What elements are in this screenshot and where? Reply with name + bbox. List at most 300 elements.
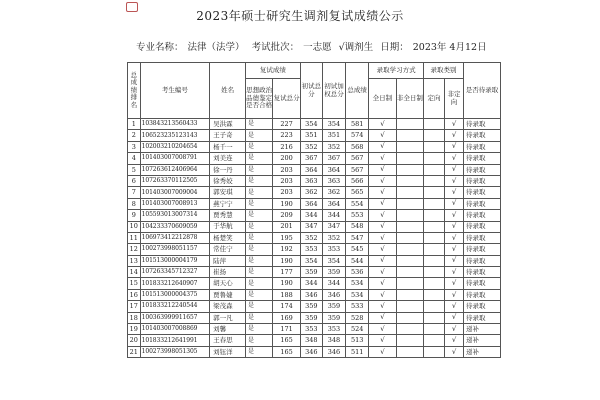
- cell-parttime: [396, 119, 423, 130]
- cell-parttime: [396, 130, 423, 141]
- cell-initial-total: 347: [300, 221, 322, 232]
- cell-retest-total: 169: [273, 312, 300, 323]
- cell-initial-weighted: 354: [322, 119, 345, 130]
- cell-name: 王子奇: [210, 130, 246, 141]
- cell-directed: [424, 289, 445, 300]
- cell-political: 是: [245, 187, 272, 198]
- cell-status: 待录取: [464, 221, 501, 232]
- cell-fulltime: √: [369, 244, 396, 255]
- cell-fulltime: √: [369, 175, 396, 186]
- table-row: [128, 175, 501, 186]
- cell-name: 杨楚笑: [210, 232, 246, 243]
- cell-fulltime: √: [369, 289, 396, 300]
- cell-status: 待录取: [464, 187, 501, 198]
- cell-total: 511: [346, 346, 369, 357]
- table-row: [128, 210, 501, 221]
- cell-fulltime: √: [369, 335, 396, 346]
- cell-nondirected: √: [445, 130, 464, 141]
- cell-status: 递补: [464, 346, 501, 357]
- table-row: [128, 346, 501, 357]
- cell-rank: 20: [128, 335, 141, 346]
- cell-status: 待录取: [464, 312, 501, 323]
- cell-id: 102003210204654: [140, 141, 210, 152]
- cell-political: 是: [245, 312, 272, 323]
- cell-political: 是: [245, 119, 272, 130]
- cell-initial-total: 353: [300, 244, 322, 255]
- cell-total: 547: [346, 232, 369, 243]
- cell-directed: [424, 119, 445, 130]
- cell-fulltime: √: [369, 278, 396, 289]
- table-row: [128, 119, 501, 130]
- cell-directed: [424, 346, 445, 357]
- header-study-group: 录取学习方式: [369, 63, 424, 79]
- cell-political: 是: [245, 289, 272, 300]
- cell-name: 吴洪霖: [210, 119, 246, 130]
- cell-directed: [424, 267, 445, 278]
- cell-total: 534: [346, 289, 369, 300]
- cell-retest-total: 223: [273, 130, 300, 141]
- cell-directed: [424, 335, 445, 346]
- cell-initial-weighted: 362: [322, 187, 345, 198]
- cell-id: 101403007009004: [140, 187, 210, 198]
- cell-initial-weighted: 344: [322, 210, 345, 221]
- cell-initial-total: 364: [300, 198, 322, 209]
- type-label: √调剂生: [338, 42, 374, 53]
- cell-nondirected: √: [445, 210, 464, 221]
- cell-status: 待录取: [464, 210, 501, 221]
- cell-status: 待录取: [464, 119, 501, 130]
- cell-initial-total: 364: [300, 164, 322, 175]
- cell-parttime: [396, 267, 423, 278]
- cell-total: 548: [346, 221, 369, 232]
- cell-parttime: [396, 153, 423, 164]
- cell-id: 100363999911657: [140, 312, 210, 323]
- cell-directed: [424, 164, 445, 175]
- cell-fulltime: √: [369, 210, 396, 221]
- table-row: [128, 267, 501, 278]
- cell-nondirected: √: [445, 301, 464, 312]
- cell-retest-total: 190: [273, 278, 300, 289]
- cell-initial-weighted: 346: [322, 289, 345, 300]
- cell-retest-total: 203: [273, 187, 300, 198]
- cell-parttime: [396, 244, 423, 255]
- table-row: [128, 187, 501, 198]
- cell-political: 是: [245, 255, 272, 266]
- cell-directed: [424, 301, 445, 312]
- cell-status: 待录取: [464, 232, 501, 243]
- cell-political: 是: [245, 210, 272, 221]
- table-row: [128, 130, 501, 141]
- cell-total: 581: [346, 119, 369, 130]
- cell-directed: [424, 255, 445, 266]
- cell-status: 待录取: [464, 130, 501, 141]
- cell-total: 565: [346, 187, 369, 198]
- cell-nondirected: √: [445, 346, 464, 357]
- cell-parttime: [396, 324, 423, 335]
- cell-nondirected: √: [445, 324, 464, 335]
- cell-fulltime: √: [369, 119, 396, 130]
- cell-status: 待录取: [464, 278, 501, 289]
- cell-political: 是: [245, 221, 272, 232]
- cell-id: 101403007008913: [140, 198, 210, 209]
- cell-directed: [424, 210, 445, 221]
- meta-line: [136, 39, 491, 53]
- cell-name: 郭一凡: [210, 312, 246, 323]
- cell-id: 107263612406964: [140, 164, 210, 175]
- cell-initial-weighted: 344: [322, 278, 345, 289]
- cell-initial-total: 367: [300, 153, 322, 164]
- cell-nondirected: √: [445, 164, 464, 175]
- cell-status: 待录取: [464, 244, 501, 255]
- cell-id: 100273998051157: [140, 244, 210, 255]
- cell-total: 567: [346, 164, 369, 175]
- cell-rank: 8: [128, 198, 141, 209]
- cell-initial-total: 363: [300, 175, 322, 186]
- header-status: 是否待录取: [464, 63, 501, 119]
- cell-id: 101403007008869: [140, 324, 210, 335]
- cell-directed: [424, 198, 445, 209]
- cell-status: 待录取: [464, 301, 501, 312]
- cell-total: 554: [346, 198, 369, 209]
- cell-id: 101513000004179: [140, 255, 210, 266]
- cell-fulltime: √: [369, 324, 396, 335]
- table-row: [128, 255, 501, 266]
- cell-initial-weighted: 352: [322, 232, 345, 243]
- cell-political: 是: [245, 301, 272, 312]
- date-label: 日期：: [380, 42, 409, 53]
- cell-parttime: [396, 278, 423, 289]
- cell-parttime: [396, 210, 423, 221]
- cell-political: 是: [245, 164, 272, 175]
- cell-nondirected: √: [445, 198, 464, 209]
- cell-fulltime: √: [369, 141, 396, 152]
- table-row: [128, 153, 501, 164]
- cell-directed: [424, 153, 445, 164]
- cell-parttime: [396, 164, 423, 175]
- cell-initial-total: 348: [300, 335, 322, 346]
- header-rank: 总成绩排名: [128, 63, 141, 119]
- cell-nondirected: √: [445, 153, 464, 164]
- cell-initial-total: 359: [300, 312, 322, 323]
- cell-initial-total: 344: [300, 210, 322, 221]
- cell-initial-total: 359: [300, 301, 322, 312]
- cell-parttime: [396, 255, 423, 266]
- cell-nondirected: √: [445, 187, 464, 198]
- cell-parttime: [396, 187, 423, 198]
- cell-initial-total: 354: [300, 255, 322, 266]
- table-row: [128, 324, 501, 335]
- table-row: [128, 221, 501, 232]
- table-row: [128, 278, 501, 289]
- cell-name: 崔扬: [210, 267, 246, 278]
- cell-name: 燕宁宁: [210, 198, 246, 209]
- table-row: [128, 232, 501, 243]
- cell-name: 胡天心: [210, 278, 246, 289]
- cell-retest-total: 177: [273, 267, 300, 278]
- header-directed: 定向: [424, 79, 445, 119]
- cell-political: 是: [245, 346, 272, 357]
- cell-fulltime: √: [369, 198, 396, 209]
- cell-initial-weighted: 363: [322, 175, 345, 186]
- cell-id: 101513000004375: [140, 289, 210, 300]
- cell-id: 101833212240544: [140, 301, 210, 312]
- cell-retest-total: 195: [273, 232, 300, 243]
- cell-directed: [424, 244, 445, 255]
- cell-retest-total: 209: [273, 210, 300, 221]
- major-label: 专业名称：: [136, 42, 184, 53]
- cell-initial-weighted: 367: [322, 153, 345, 164]
- cell-political: 是: [245, 130, 272, 141]
- cell-status: 待录取: [464, 175, 501, 186]
- cell-total: 553: [346, 210, 369, 221]
- cell-status: 待录取: [464, 289, 501, 300]
- cell-directed: [424, 324, 445, 335]
- cell-name: 杨千一: [210, 141, 246, 152]
- cell-total: 524: [346, 324, 369, 335]
- cell-initial-weighted: 353: [322, 324, 345, 335]
- header-political: 思想政治品德鉴定是否合格: [245, 79, 272, 119]
- cell-fulltime: √: [369, 232, 396, 243]
- cell-fulltime: √: [369, 164, 396, 175]
- table-row: [128, 198, 501, 209]
- cell-id: 101833212640907: [140, 278, 210, 289]
- cell-name: 刘钰洋: [210, 346, 246, 357]
- header-name: 姓名: [210, 63, 246, 119]
- table-row: [128, 312, 501, 323]
- header-retest-group: 复试成绩: [245, 63, 300, 79]
- cell-rank: 15: [128, 278, 141, 289]
- cell-name: 郭安琪: [210, 187, 246, 198]
- cell-fulltime: √: [369, 346, 396, 357]
- cell-total: 534: [346, 278, 369, 289]
- cell-id: 104233370609059: [140, 221, 210, 232]
- cell-name: 贾秀慧: [210, 210, 246, 221]
- table-row: [128, 289, 501, 300]
- cell-parttime: [396, 221, 423, 232]
- cell-retest-total: 203: [273, 175, 300, 186]
- cell-retest-total: 174: [273, 301, 300, 312]
- cell-retest-total: 171: [273, 324, 300, 335]
- cell-status: 待录取: [464, 198, 501, 209]
- results-table: [127, 62, 501, 358]
- cell-fulltime: √: [369, 255, 396, 266]
- cell-directed: [424, 187, 445, 198]
- cell-name: 徐秀姣: [210, 175, 246, 186]
- header-nondirected: 非定向: [445, 79, 464, 119]
- cell-rank: 6: [128, 175, 141, 186]
- date-value: 2023年 4月12日: [412, 42, 487, 53]
- batch-label: 考试批次：: [251, 42, 300, 53]
- cell-political: 是: [245, 267, 272, 278]
- cell-retest-total: 203: [273, 164, 300, 175]
- cell-initial-weighted: 359: [322, 312, 345, 323]
- cell-total: 544: [346, 255, 369, 266]
- cell-id: 107263370112505: [140, 175, 210, 186]
- cell-initial-weighted: 359: [322, 267, 345, 278]
- cell-initial-weighted: 348: [322, 335, 345, 346]
- cell-retest-total: 200: [273, 153, 300, 164]
- cell-initial-weighted: 351: [322, 130, 345, 141]
- cell-nondirected: √: [445, 312, 464, 323]
- cell-total: 536: [346, 267, 369, 278]
- cell-initial-weighted: 346: [322, 346, 345, 357]
- cell-initial-weighted: 347: [322, 221, 345, 232]
- cell-initial-weighted: 353: [322, 244, 345, 255]
- cell-initial-weighted: 364: [322, 164, 345, 175]
- cell-id: 107263345712327: [140, 267, 210, 278]
- cell-fulltime: √: [369, 130, 396, 141]
- cell-rank: 14: [128, 267, 141, 278]
- cell-directed: [424, 175, 445, 186]
- cell-status: 递补: [464, 324, 501, 335]
- cell-fulltime: √: [369, 267, 396, 278]
- cell-parttime: [396, 312, 423, 323]
- cell-nondirected: √: [445, 119, 464, 130]
- cell-name: 刘美连: [210, 153, 246, 164]
- cell-initial-total: 359: [300, 267, 322, 278]
- cell-directed: [424, 130, 445, 141]
- cell-fulltime: √: [369, 221, 396, 232]
- cell-nondirected: √: [445, 255, 464, 266]
- cell-fulltime: √: [369, 187, 396, 198]
- header-initial-weighted: 初试加权总分: [322, 63, 345, 119]
- cell-total: 513: [346, 335, 369, 346]
- cell-initial-total: 346: [300, 346, 322, 357]
- cell-parttime: [396, 232, 423, 243]
- cell-fulltime: √: [369, 153, 396, 164]
- cell-rank: 11: [128, 232, 141, 243]
- cell-political: 是: [245, 232, 272, 243]
- cell-retest-total: 190: [273, 255, 300, 266]
- header-id: 考生编号: [140, 63, 210, 119]
- cell-rank: 4: [128, 153, 141, 164]
- cell-rank: 19: [128, 324, 141, 335]
- cell-rank: 5: [128, 164, 141, 175]
- cell-rank: 1: [128, 119, 141, 130]
- cell-name: 于华航: [210, 221, 246, 232]
- cell-initial-total: 351: [300, 130, 322, 141]
- cell-rank: 2: [128, 130, 141, 141]
- cell-parttime: [396, 335, 423, 346]
- cell-status: 待录取: [464, 255, 501, 266]
- cell-parttime: [396, 301, 423, 312]
- cell-nondirected: √: [445, 221, 464, 232]
- cell-id: 103843213560433: [140, 119, 210, 130]
- cell-rank: 18: [128, 312, 141, 323]
- cell-initial-total: 352: [300, 141, 322, 152]
- cell-nondirected: √: [445, 175, 464, 186]
- cell-retest-total: 216: [273, 141, 300, 152]
- cell-name: 王春思: [210, 335, 246, 346]
- cell-retest-total: 227: [273, 119, 300, 130]
- cell-status: 递补: [464, 335, 501, 346]
- table-row: [128, 244, 501, 255]
- cell-name: 贾鲁婕: [210, 289, 246, 300]
- cell-rank: 7: [128, 187, 141, 198]
- cell-directed: [424, 312, 445, 323]
- cell-id: 101833212641991: [140, 335, 210, 346]
- cell-total: 567: [346, 153, 369, 164]
- cell-political: 是: [245, 153, 272, 164]
- cell-retest-total: 190: [273, 198, 300, 209]
- cell-total: 574: [346, 130, 369, 141]
- cell-status: 待录取: [464, 164, 501, 175]
- cell-status: 待录取: [464, 141, 501, 152]
- cell-initial-total: 362: [300, 187, 322, 198]
- cell-nondirected: √: [445, 141, 464, 152]
- cell-political: 是: [245, 141, 272, 152]
- cell-initial-weighted: 364: [322, 198, 345, 209]
- cell-parttime: [396, 346, 423, 357]
- cell-nondirected: √: [445, 267, 464, 278]
- cell-rank: 13: [128, 255, 141, 266]
- header-fulltime: 全日制: [369, 79, 396, 119]
- cell-political: 是: [245, 324, 272, 335]
- cell-nondirected: √: [445, 278, 464, 289]
- cell-id: 101403007008791: [140, 153, 210, 164]
- cell-total: 566: [346, 175, 369, 186]
- table-row: [128, 301, 501, 312]
- cell-total: 568: [346, 141, 369, 152]
- page-title: 2023年硕士研究生调剂复试成绩公示: [196, 9, 404, 23]
- cell-nondirected: √: [445, 232, 464, 243]
- cell-directed: [424, 278, 445, 289]
- table-row: [128, 141, 501, 152]
- cell-nondirected: √: [445, 289, 464, 300]
- cell-rank: 17: [128, 301, 141, 312]
- cell-retest-total: 165: [273, 335, 300, 346]
- cell-status: 待录取: [464, 153, 501, 164]
- cell-political: 是: [245, 198, 272, 209]
- cell-parttime: [396, 198, 423, 209]
- cell-rank: 9: [128, 210, 141, 221]
- cell-id: 106523235123143: [140, 130, 210, 141]
- cell-initial-total: 344: [300, 278, 322, 289]
- batch-value: 一志愿: [303, 42, 332, 53]
- cell-initial-total: 346: [300, 289, 322, 300]
- cell-initial-weighted: 359: [322, 301, 345, 312]
- cell-parttime: [396, 175, 423, 186]
- table-row: [128, 164, 501, 175]
- cell-name: 梁茂森: [210, 301, 246, 312]
- header-total: 总成绩: [346, 63, 369, 119]
- cell-retest-total: 192: [273, 244, 300, 255]
- cell-directed: [424, 141, 445, 152]
- cell-fulltime: √: [369, 312, 396, 323]
- cell-political: 是: [245, 335, 272, 346]
- cell-status: 待录取: [464, 267, 501, 278]
- cell-total: 528: [346, 312, 369, 323]
- cell-name: 徐一丹: [210, 164, 246, 175]
- table-row: [128, 335, 501, 346]
- cell-name: 陆萍: [210, 255, 246, 266]
- cell-nondirected: √: [445, 244, 464, 255]
- header-initial-total: 初试总分: [300, 63, 322, 119]
- header-retest-total: 复试总分: [273, 79, 300, 119]
- cell-name: 常佳宁: [210, 244, 246, 255]
- cell-total: 545: [346, 244, 369, 255]
- cell-id: 106973412212878: [140, 232, 210, 243]
- cell-name: 刘馨: [210, 324, 246, 335]
- cell-retest-total: 165: [273, 346, 300, 357]
- cell-rank: 10: [128, 221, 141, 232]
- cell-id: 100273998051305: [140, 346, 210, 357]
- results-body: [128, 119, 501, 358]
- cell-directed: [424, 221, 445, 232]
- cell-initial-total: 354: [300, 119, 322, 130]
- cell-initial-weighted: 354: [322, 255, 345, 266]
- cell-total: 533: [346, 301, 369, 312]
